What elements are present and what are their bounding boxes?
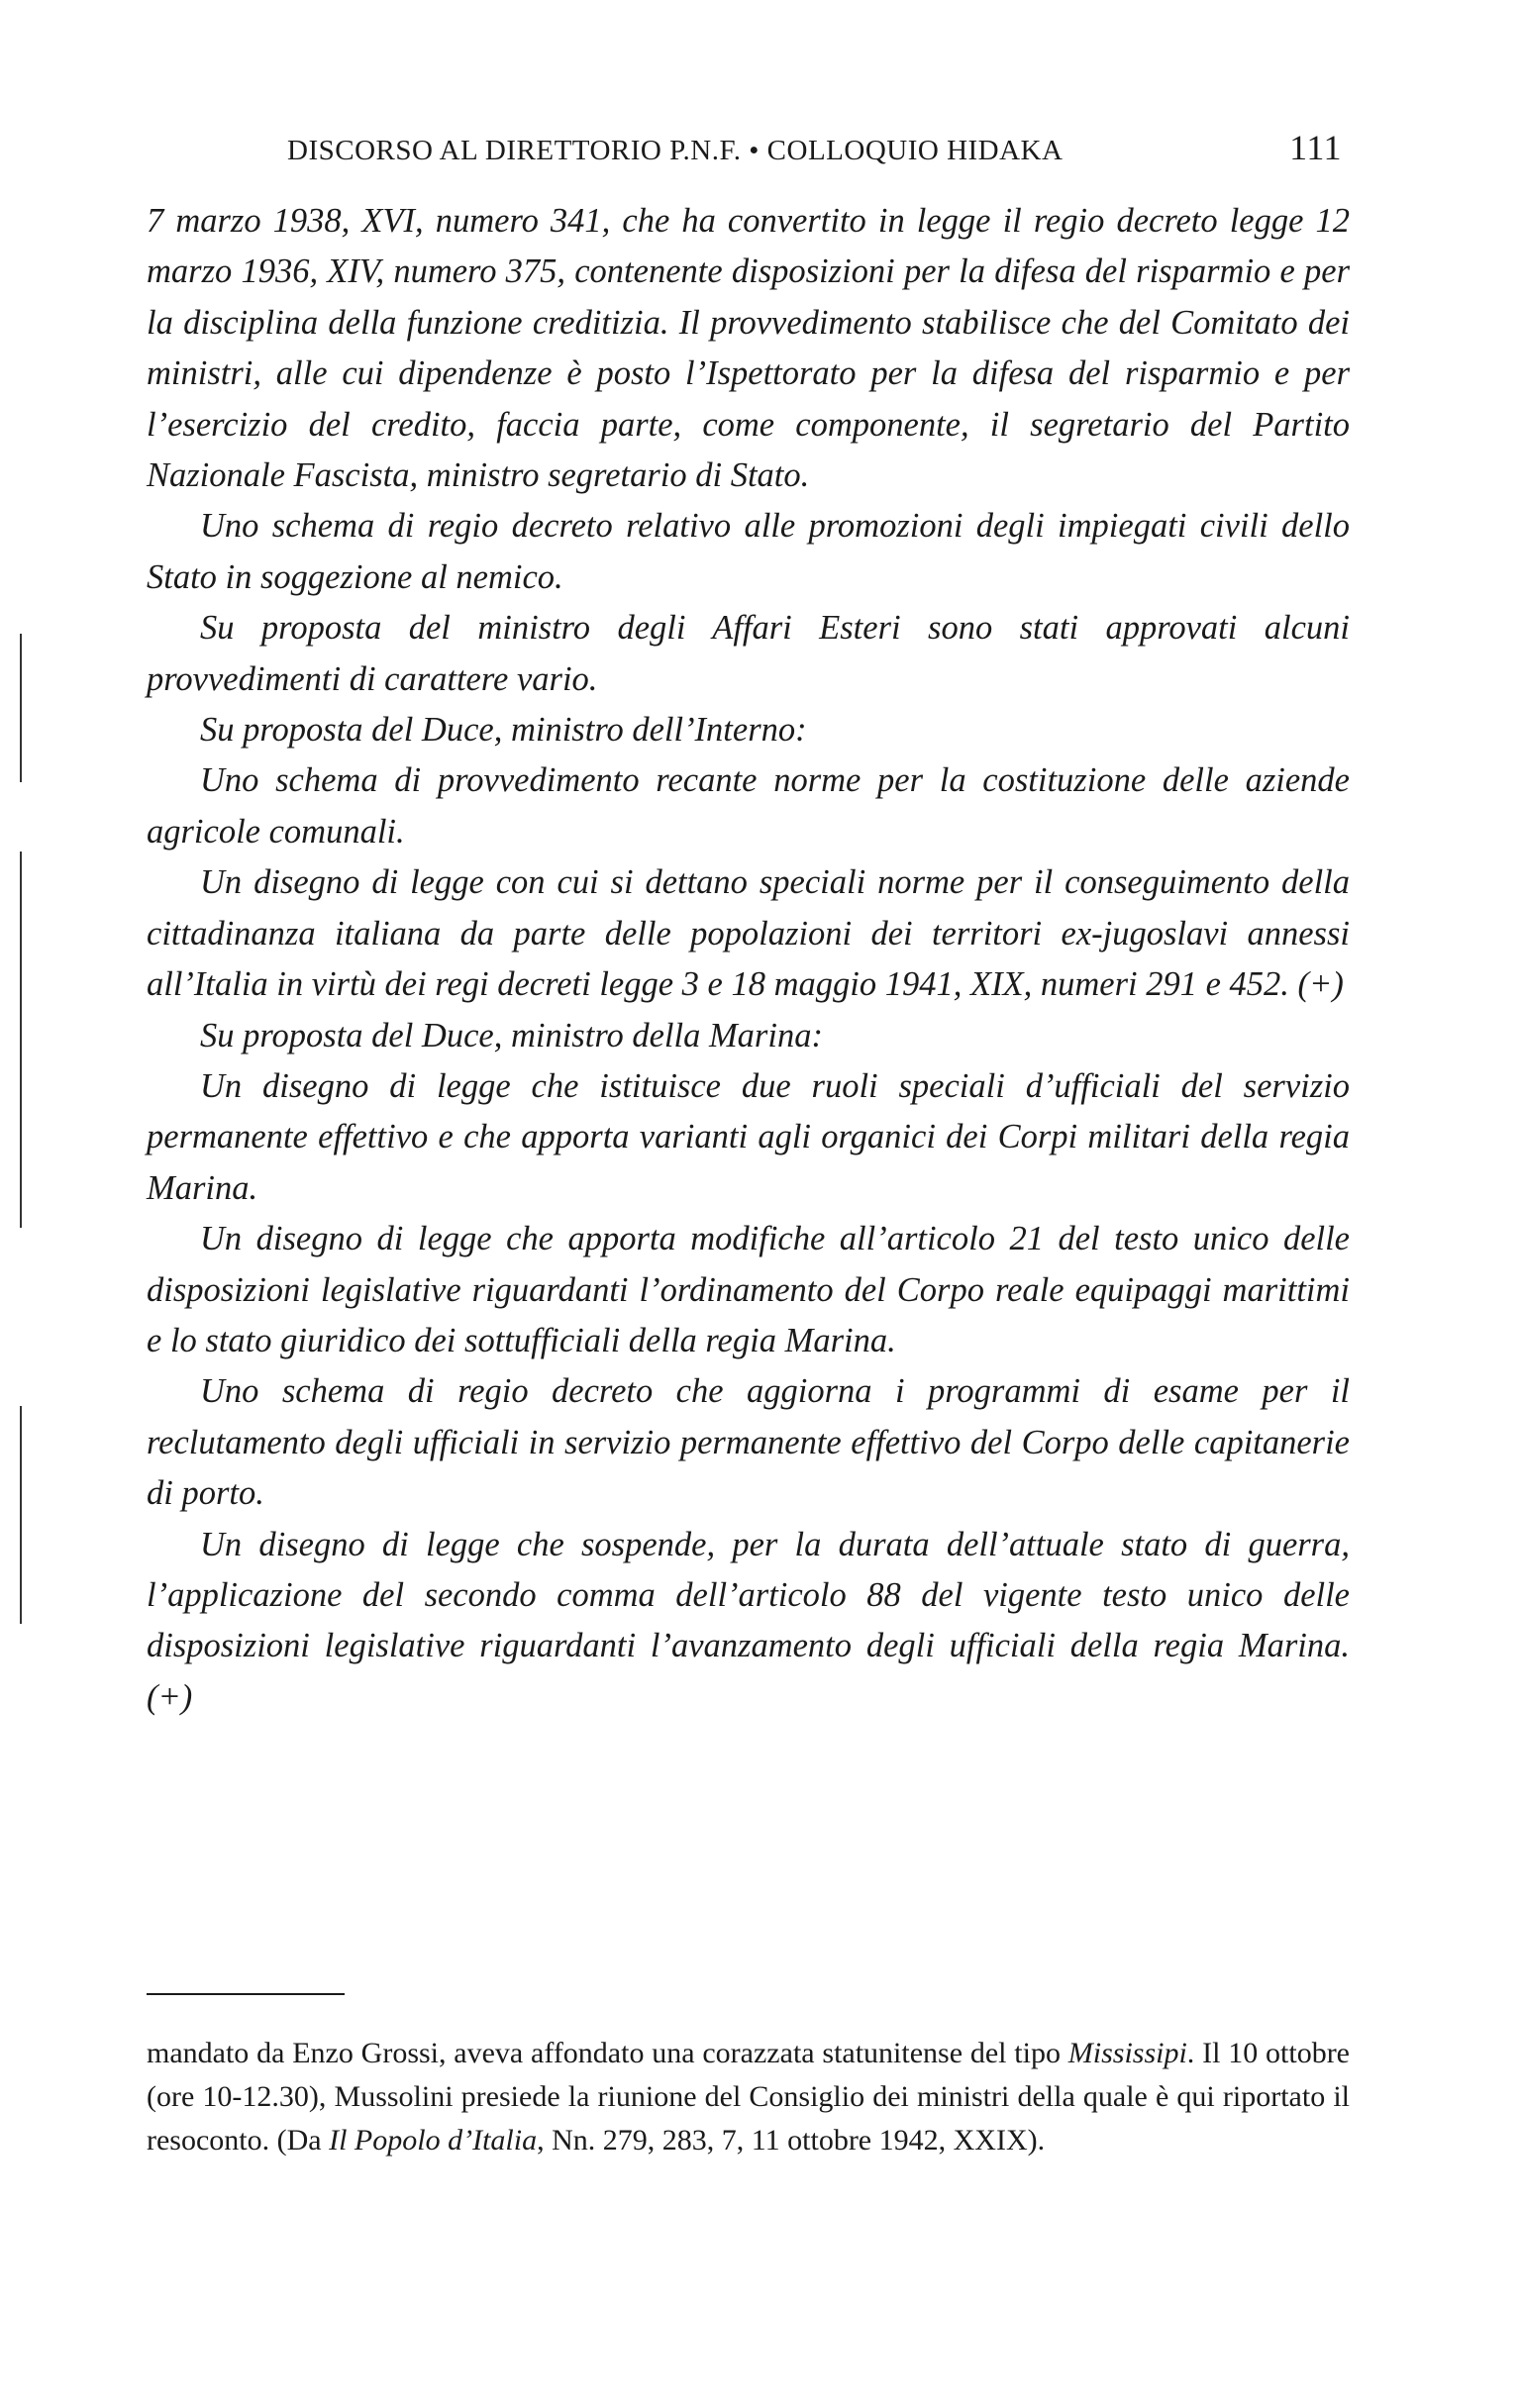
footnote-rule (147, 1993, 345, 1995)
paragraph: Uno schema di regio decreto che aggiorna i programmi di esame per il reclutamento degli ufficiali in servizio permanente effettivo del Corpo delle capitanerie di porto. (147, 1372, 1350, 1513)
footnote-part: mandato da Enzo Grossi, aveva affondato una corazzata statunitense del tipo (147, 2037, 1068, 2069)
ship-class: Mississipi (1067, 2037, 1187, 2069)
paragraph: Un disegno di legge con cui si dettano speciali norme per il conseguimento della cittadinanza italiana da parte delle popolazioni dei territori ex-jugoslavi annessi all’Italia in virtù dei regi decreti legge 3 e 18 maggio 1941, XIX, numeri 291 e 452. (+) (147, 863, 1350, 1004)
footnote (147, 2032, 1350, 2162)
paragraph: Un disegno di legge che istituisce due ruoli speciali d’ufficiali del servizio permanente effettivo e che apporta varianti agli organici dei Corpi militari della regia Marina. (147, 1066, 1350, 1207)
margin-mark (20, 852, 22, 1228)
paragraph: Su proposta del Duce, ministro dell’Interno: (200, 711, 807, 750)
paragraph: Un disegno di legge che sospende, per la durata dell’attuale stato di guerra, l’applicazione del secondo comma dell’articolo 88 del vigente testo unico delle disposizioni legislative riguardanti l’avanzamento degli ufficiali della regia Marina. (+) (147, 1525, 1350, 1716)
margin-mark (20, 1406, 22, 1624)
paragraph: Su proposta del Duce, ministro della Marina: (200, 1016, 823, 1054)
footnote-part: . Il 10 ottobre (ore 10-12.30), Mussolini presiede la riunione del Consiglio dei ministri della quale è qui riportato il resoconto. (Da (147, 2037, 1351, 2157)
running-head (287, 127, 1352, 170)
margin-mark (20, 634, 22, 782)
footnote-text (147, 2032, 1350, 2162)
page-number: 111 (1289, 128, 1342, 167)
paragraph: Su proposta del ministro degli Affari Esteri sono stati approvati alcuni provvedimenti di carattere vario. (147, 609, 1350, 698)
running-title: DISCORSO AL DIRETTORIO P.N.F. • COLLOQUIO HIDAKA (287, 135, 1064, 166)
source-title: Il Popolo d’Italia (329, 2124, 538, 2157)
paragraph: Uno schema di regio decreto relativo alle promozioni degli impiegati civili dello Stato in soggezione al nemico. (147, 507, 1350, 596)
footnote-part: , Nn. 279, 283, 7, 11 ottobre 1942, XXIX). (537, 2124, 1046, 2157)
paragraph: 7 marzo 1938, XVI, numero 341, che ha convertito in legge il regio decreto legge 12 marzo 1936, XIV, numero 375, contenente disposizioni per la difesa del risparmio e per la disciplina della funzione creditizia. Il provvedimento stabilisce che del Comitato dei ministri, alle cui dipendenze è posto l’Ispettorato per la difesa del risparmio e per l’esercizio del credito, faccia parte, come componente, il segretario del Partito Nazionale Fascista, ministro segretario di Stato. (147, 202, 1350, 495)
paragraph: Uno schema di provvedimento recante norme per la costituzione delle aziende agricole comunali. (147, 761, 1350, 851)
paragraph: Un disegno di legge che apporta modifiche all’articolo 21 del testo unico delle disposizioni legislative riguardanti l’ordinamento del Corpo reale equipaggi marittimi e lo stato giuridico dei sottufficiali della regia Marina. (147, 1220, 1350, 1359)
body-text (147, 196, 1350, 1723)
